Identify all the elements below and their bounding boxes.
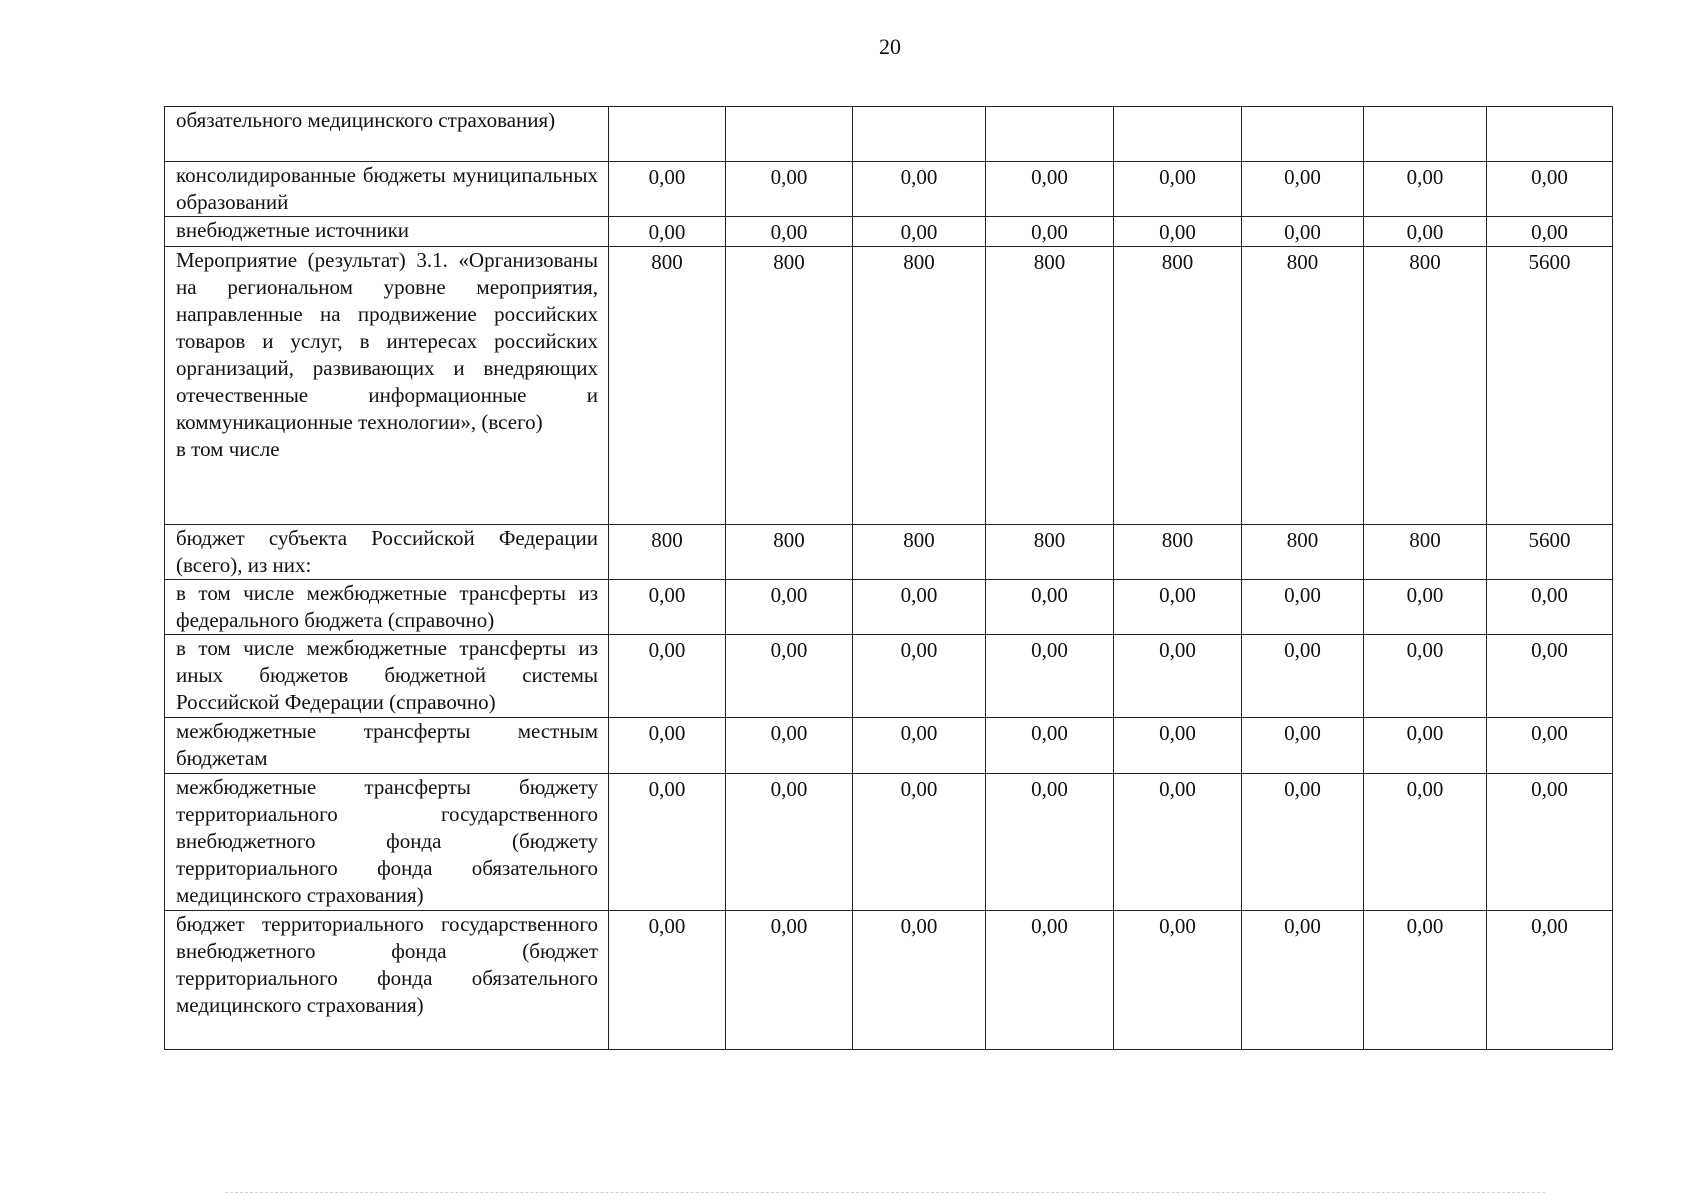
value-cell: 0,00 (1114, 580, 1242, 635)
table-row (165, 247, 1613, 525)
value-cell: 0,00 (1114, 162, 1242, 217)
value-cell: 0,00 (609, 580, 726, 635)
row-label-extra: в том числе (176, 437, 280, 461)
value-cell: 0,00 (609, 718, 726, 774)
value-cell: 5600 (1487, 247, 1613, 525)
value-cell: 800 (1114, 247, 1242, 525)
value-cell: 0,00 (986, 774, 1114, 911)
table-row (165, 911, 1613, 1050)
row-label (165, 217, 609, 247)
value-cell: 0,00 (1364, 718, 1487, 774)
value-cell: 800 (986, 247, 1114, 525)
value-cell: 0,00 (1242, 580, 1364, 635)
value-cell: 0,00 (1364, 774, 1487, 911)
row-label (165, 635, 609, 718)
value-cell (1487, 107, 1613, 162)
value-cell: 0,00 (1487, 162, 1613, 217)
value-cell: 0,00 (1114, 774, 1242, 911)
value-cell (609, 107, 726, 162)
row-label-text: межбюджетные трансферты местным бюджетам (176, 719, 598, 770)
value-cell: 0,00 (1114, 217, 1242, 247)
value-cell: 0,00 (853, 580, 986, 635)
row-label-text: бюджет субъекта Российской Федерации (всего), из них: (176, 526, 598, 577)
table-row (165, 774, 1613, 911)
value-cell: 0,00 (1487, 217, 1613, 247)
value-cell: 0,00 (1487, 774, 1613, 911)
value-cell (1114, 107, 1242, 162)
value-cell: 0,00 (1364, 635, 1487, 718)
value-cell: 800 (986, 525, 1114, 580)
value-cell (1242, 107, 1364, 162)
row-label-text: обязательного медицинского страхования) (176, 108, 556, 132)
scan-artifact-line (225, 1192, 1545, 1193)
page-number: 20 (879, 34, 901, 59)
value-cell: 0,00 (1487, 718, 1613, 774)
value-cell: 800 (1114, 525, 1242, 580)
value-cell: 800 (853, 525, 986, 580)
row-label (165, 774, 609, 911)
table-row (165, 525, 1613, 580)
value-cell: 800 (1364, 247, 1487, 525)
value-cell: 0,00 (1487, 635, 1613, 718)
value-cell: 0,00 (1487, 580, 1613, 635)
value-cell: 0,00 (726, 635, 853, 718)
value-cell: 0,00 (1114, 635, 1242, 718)
value-cell: 800 (853, 247, 986, 525)
value-cell: 0,00 (853, 635, 986, 718)
table-row (165, 107, 1613, 162)
value-cell: 0,00 (1242, 162, 1364, 217)
value-cell: 0,00 (609, 162, 726, 217)
value-cell: 800 (726, 525, 853, 580)
value-cell: 0,00 (986, 911, 1114, 1050)
value-cell: 0,00 (1114, 911, 1242, 1050)
value-cell: 0,00 (609, 774, 726, 911)
value-cell: 0,00 (609, 911, 726, 1050)
value-cell: 800 (609, 247, 726, 525)
table-row (165, 718, 1613, 774)
value-cell: 0,00 (726, 162, 853, 217)
row-label-text: межбюджетные трансферты бюджету территориального государственного внебюджетного фонда (бюджету территориального фонда обязательного медицинского страхования) (176, 775, 598, 907)
value-cell: 800 (1242, 247, 1364, 525)
value-cell: 0,00 (1487, 911, 1613, 1050)
value-cell: 0,00 (1114, 718, 1242, 774)
value-cell: 0,00 (853, 718, 986, 774)
value-cell: 0,00 (853, 774, 986, 911)
table-row (165, 217, 1613, 247)
value-cell: 0,00 (726, 911, 853, 1050)
value-cell: 0,00 (726, 580, 853, 635)
value-cell: 800 (609, 525, 726, 580)
row-label (165, 580, 609, 635)
row-label-text: бюджет территориального государственного внебюджетного фонда (бюджет территориального фонда обязательного медицинского страхования) (176, 912, 598, 1017)
value-cell: 0,00 (853, 217, 986, 247)
value-cell: 0,00 (726, 774, 853, 911)
value-cell: 0,00 (726, 718, 853, 774)
value-cell: 5600 (1487, 525, 1613, 580)
value-cell (726, 107, 853, 162)
value-cell: 0,00 (1364, 162, 1487, 217)
row-label-text: внебюджетные источники (176, 218, 410, 242)
value-cell: 0,00 (1242, 217, 1364, 247)
table-row (165, 580, 1613, 635)
budget-table (164, 106, 1613, 1050)
row-label (165, 718, 609, 774)
value-cell: 0,00 (986, 580, 1114, 635)
table-row (165, 635, 1613, 718)
row-label-text: в том числе межбюджетные трансферты из федерального бюджета (справочно) (176, 581, 598, 632)
table-row (165, 162, 1613, 217)
value-cell (1364, 107, 1487, 162)
row-label (165, 911, 609, 1050)
value-cell: 800 (726, 247, 853, 525)
value-cell: 0,00 (609, 635, 726, 718)
value-cell: 0,00 (853, 162, 986, 217)
value-cell: 0,00 (986, 635, 1114, 718)
value-cell: 0,00 (1242, 635, 1364, 718)
value-cell: 0,00 (1242, 911, 1364, 1050)
value-cell (986, 107, 1114, 162)
value-cell: 0,00 (986, 718, 1114, 774)
row-label (165, 162, 609, 217)
value-cell: 0,00 (986, 162, 1114, 217)
row-label-text: консолидированные бюджеты муниципальных образований (176, 163, 598, 214)
row-label-text: Мероприятие (результат) 3.1. «Организованы на региональном уровне мероприятия, направленные на продвижение российских товаров и услуг, в интересах российских организаций, развивающих и внедряющих отечественные информационные и коммуникационные технологии», (всего) (176, 248, 598, 434)
row-label (165, 107, 609, 162)
row-label (165, 247, 609, 525)
value-cell: 0,00 (1242, 774, 1364, 911)
value-cell: 0,00 (1364, 217, 1487, 247)
value-cell: 800 (1364, 525, 1487, 580)
value-cell (853, 107, 986, 162)
value-cell: 0,00 (1242, 718, 1364, 774)
row-label (165, 525, 609, 580)
value-cell: 0,00 (986, 217, 1114, 247)
value-cell: 0,00 (609, 217, 726, 247)
value-cell: 0,00 (1364, 580, 1487, 635)
value-cell: 0,00 (853, 911, 986, 1050)
value-cell: 800 (1242, 525, 1364, 580)
value-cell: 0,00 (1364, 911, 1487, 1050)
row-label-text: в том числе межбюджетные трансферты из иных бюджетов бюджетной системы Российской Федерации (справочно) (176, 636, 598, 714)
value-cell: 0,00 (726, 217, 853, 247)
